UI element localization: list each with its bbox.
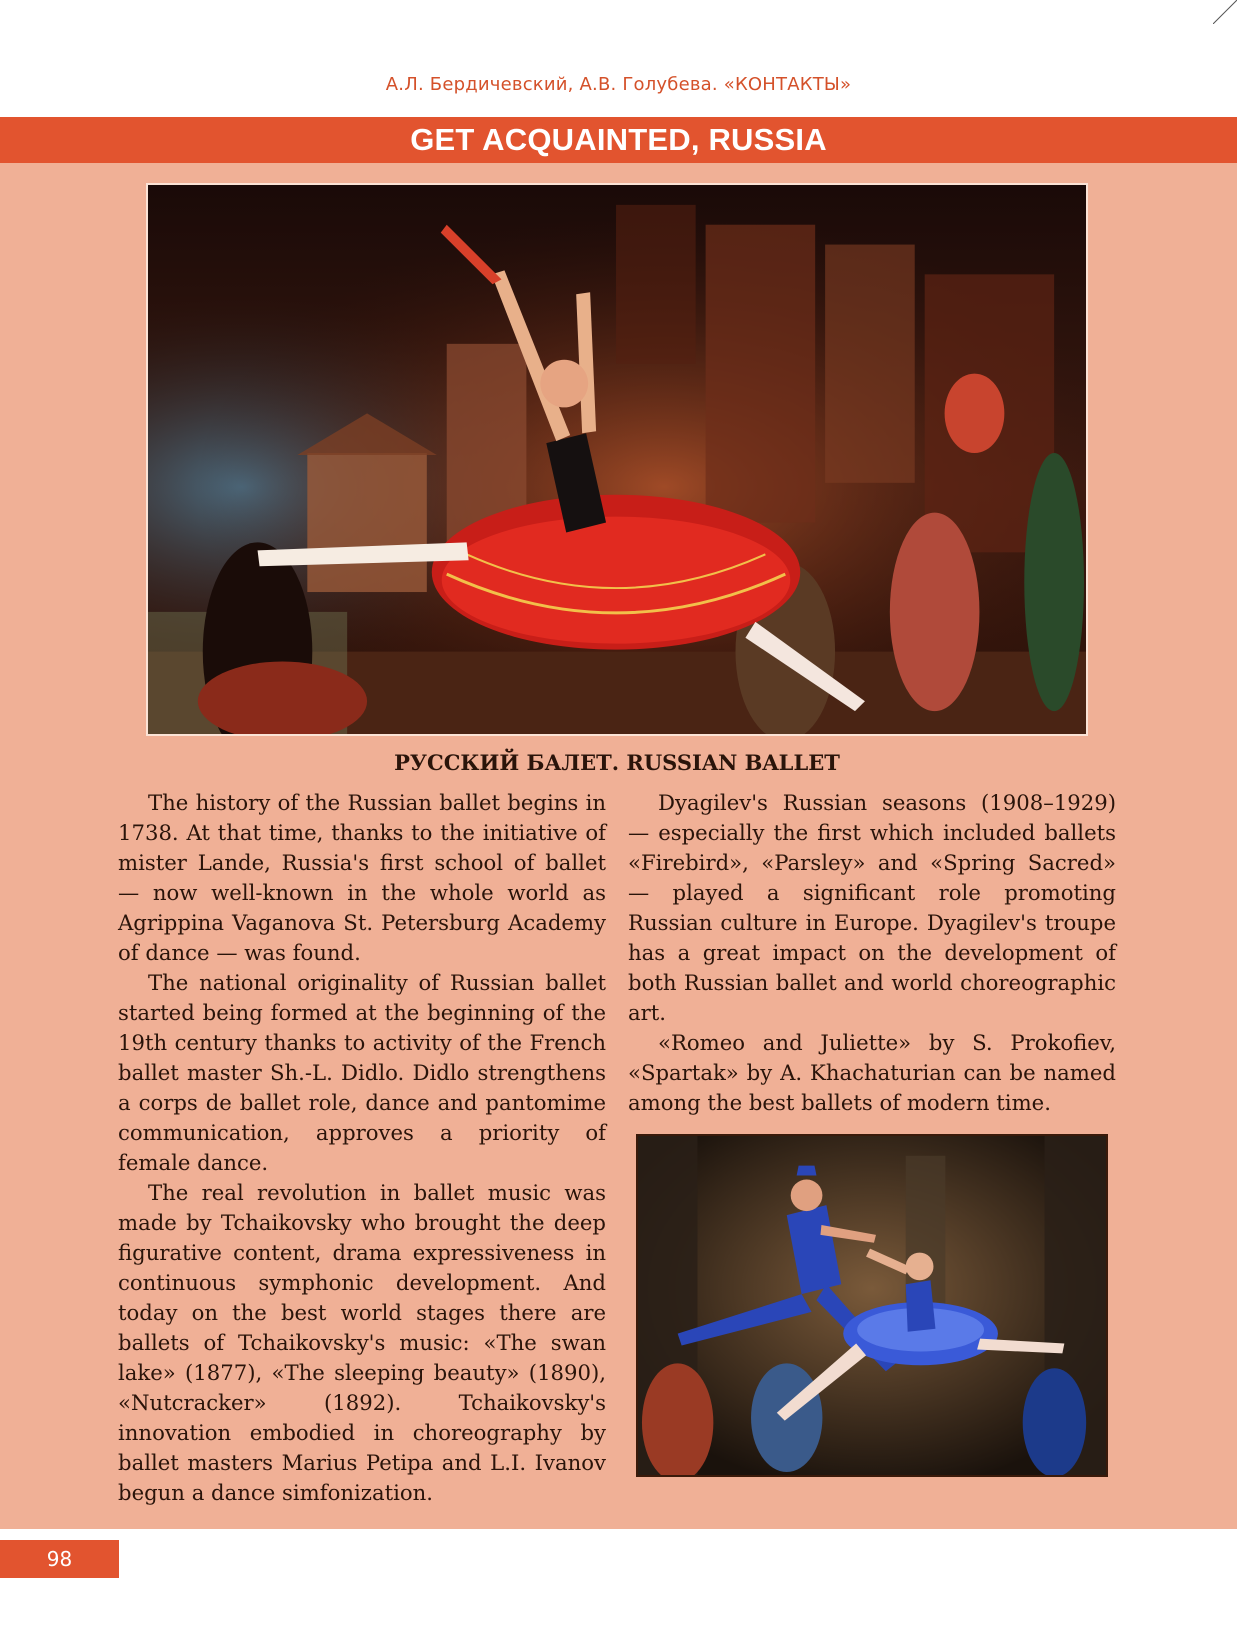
- page-number: 98: [0, 1540, 119, 1578]
- crop-mark-icon: [1213, 0, 1237, 24]
- paragraph: «Romeo and Juliette» by S. Prokofiev, «Spartak» by A. Khachaturian can be named among the best ballets of modern time.: [628, 1030, 1116, 1115]
- left-column: [118, 788, 606, 1508]
- page-title: GET ACQUAINTED, RUSSIA: [410, 122, 827, 157]
- paragraph: Dyagilev's Russian seasons (1908–1929) — especially the first which included ballets «Firebird», «Parsley» and «Spring Sacred» — played a significant role promoting Russian culture in Europe. Dyagilev's troupe has a great impact on the development of both Russian ballet and world choreographic art.: [628, 790, 1116, 1025]
- paragraph: The history of the Russian ballet begins in 1738. At that time, thanks to the initiative of mister Lande, Russia's first school of ballet — now well-known in the whole world as Agrippina Vaganova St. Petersburg Academy of dance — was found.: [118, 790, 606, 965]
- ballet-photo-blue-duet: [636, 1134, 1108, 1477]
- right-column: [628, 788, 1116, 1118]
- paragraph: The real revolution in ballet music was made by Tchaikovsky who brought the deep figurative content, drama expressiveness in continuous symphonic development. And today on the best world stages there are ballets of Tchaikovsky's music: «The swan lake» (1877), «The sleeping beauty» (1890), «Nutcracker» (1892). Tchaikovsky's innovation embodied in choreography by ballet masters Marius Petipa and L.I. Ivanov begun a dance simfonization.: [118, 1180, 606, 1505]
- ballet-photo-kitri: [146, 183, 1088, 736]
- running-head: А.Л. Бердичевский, А.В. Голубева. «КОНТАКТЫ»: [385, 74, 852, 95]
- article-heading: РУССКИЙ БАЛЕТ. RUSSIAN BALLET: [394, 750, 840, 775]
- content-panel: [0, 163, 1237, 1529]
- title-band: [0, 117, 1237, 163]
- paragraph: The national originality of Russian ballet started being formed at the beginning of the 19th century thanks to activity of the French ballet master Sh.-L. Didlo. Didlo strengthens a corps de ballet role, dance and pantomime communication, approves a priority of female dance.: [118, 970, 606, 1175]
